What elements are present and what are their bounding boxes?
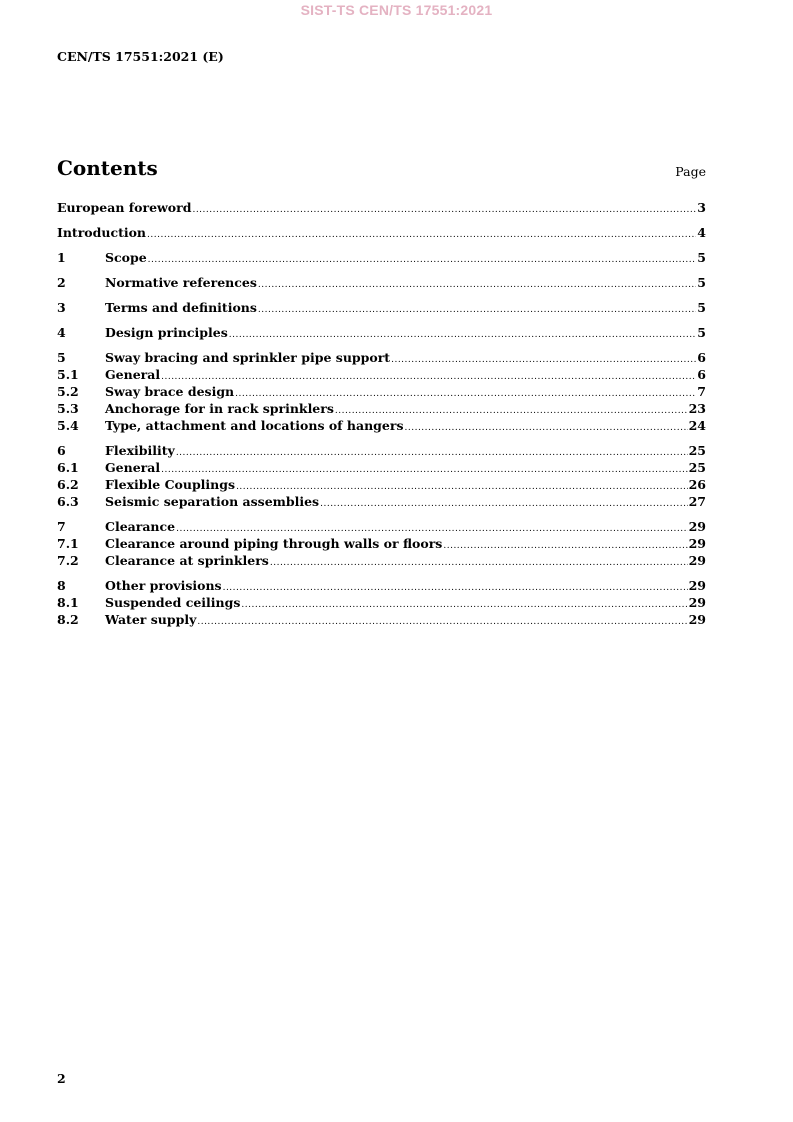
toc-entry[interactable] (57, 612, 706, 629)
toc-entry-title: Seismic separation assemblies (105, 494, 320, 509)
toc-entry[interactable] (57, 519, 706, 536)
toc-entry-page: 5 (697, 325, 706, 340)
toc-dot-leader (229, 330, 697, 340)
toc-entry-number: 5.3 (57, 401, 79, 416)
toc-dot-leader (236, 482, 688, 492)
toc-entry-title: Terms and definitions (105, 300, 257, 315)
toc-entry-title: Sway bracing and sprinkler pipe support (105, 350, 391, 365)
toc-entry-page: 5 (697, 275, 706, 290)
toc-entry[interactable] (57, 300, 706, 317)
toc-dot-leader (176, 524, 688, 534)
toc-entry-number: 8.2 (57, 612, 79, 627)
toc-entry-number: 5.2 (57, 384, 79, 399)
toc-dot-leader (258, 305, 696, 315)
toc-entry-title: Normative references (105, 275, 257, 290)
toc-entry-title: General (105, 460, 161, 475)
toc-entry-title: Other provisions (105, 578, 222, 593)
toc-entry-title: Design principles (105, 325, 228, 340)
toc-entry-page: 25 (688, 443, 706, 458)
contents-heading: Contents (57, 156, 158, 180)
toc-entry-number: 4 (57, 325, 66, 340)
toc-entry-title: Clearance (105, 519, 176, 534)
toc-entry-title: Flexible Couplings (105, 477, 236, 492)
toc-entry[interactable] (57, 494, 706, 511)
toc-entry-page: 29 (688, 612, 706, 627)
toc-dot-leader (443, 541, 687, 551)
toc-entry-title: Flexibility (105, 443, 175, 458)
toc-dot-leader (241, 600, 687, 610)
watermark: SIST-TS CEN/TS 17551:2021 (300, 2, 493, 18)
toc-entry[interactable] (57, 325, 706, 342)
toc-dot-leader (147, 230, 696, 240)
toc-dot-leader (391, 355, 696, 365)
toc-entry-number: 5.1 (57, 367, 79, 382)
toc-entry-page: 29 (688, 519, 706, 534)
toc-entry-title: Sway brace design (105, 384, 235, 399)
toc-entry-page: 27 (688, 494, 706, 509)
toc-entry[interactable] (57, 595, 706, 612)
toc-entry-title: Clearance around piping through walls or floors (105, 536, 443, 551)
toc-entry-number: 2 (57, 275, 66, 290)
toc-entry-title: Water supply (105, 612, 197, 627)
toc-entry[interactable] (57, 443, 706, 460)
toc-dot-leader (270, 558, 688, 568)
toc-entry-title: Anchorage for in rack sprinklers (105, 401, 334, 416)
toc-entry[interactable] (57, 460, 706, 477)
toc-dot-leader (235, 389, 696, 399)
toc-entry-title: European foreword (57, 200, 192, 215)
page-number: 2 (57, 1071, 66, 1086)
document-id: CEN/TS 17551:2021 (E) (57, 49, 224, 64)
toc-entry-number: 7 (57, 519, 66, 534)
toc-entry[interactable] (57, 401, 706, 418)
toc-entry-number: 5.4 (57, 418, 79, 433)
toc-entry-title: Scope (105, 250, 147, 265)
toc-dot-leader (176, 448, 688, 458)
toc-entry-number: 1 (57, 250, 66, 265)
toc-entry-number: 7.2 (57, 553, 79, 568)
toc-entry-title: Clearance at sprinklers (105, 553, 269, 568)
toc-entry-page: 7 (697, 384, 706, 399)
toc-entry-page: 4 (697, 225, 706, 240)
toc-entry-page: 29 (688, 553, 706, 568)
toc-entry[interactable] (57, 477, 706, 494)
toc-entry-page: 24 (688, 418, 706, 433)
toc-entry[interactable] (57, 536, 706, 553)
toc-dot-leader (197, 617, 687, 627)
toc-entry[interactable] (57, 418, 706, 435)
toc-entry-page: 29 (688, 578, 706, 593)
toc-entry[interactable] (57, 367, 706, 384)
toc-entry[interactable] (57, 250, 706, 267)
toc-entry-page: 23 (688, 401, 706, 416)
toc-entry[interactable] (57, 578, 706, 595)
toc-dot-leader (320, 499, 687, 509)
toc-dot-leader (223, 583, 688, 593)
toc-entry-number: 6 (57, 443, 66, 458)
toc-entry-page: 5 (697, 250, 706, 265)
toc-dot-leader (335, 406, 688, 416)
toc-entry-page: 25 (688, 460, 706, 475)
toc-entry-title: Suspended ceilings (105, 595, 241, 610)
toc-dot-leader (405, 423, 688, 433)
toc-entry-number: 6.3 (57, 494, 79, 509)
toc-entry[interactable] (57, 384, 706, 401)
toc-entry[interactable] (57, 553, 706, 570)
toc-entry[interactable] (57, 350, 706, 367)
toc-dot-leader (258, 280, 696, 290)
toc-entry-page: 5 (697, 300, 706, 315)
toc-entry-page: 6 (697, 367, 706, 382)
page-column-label: Page (675, 164, 706, 179)
toc-entry-number: 5 (57, 350, 66, 365)
toc-dot-leader (148, 255, 697, 265)
toc-entry-page: 29 (688, 536, 706, 551)
toc-entry-page: 29 (688, 595, 706, 610)
toc-entry-number: 6.1 (57, 460, 79, 475)
toc-entry-title: General (105, 367, 161, 382)
toc-entry[interactable] (57, 200, 706, 217)
toc-entry-page: 3 (697, 200, 706, 215)
toc-entry-number: 8 (57, 578, 66, 593)
toc-entry[interactable] (57, 275, 706, 292)
toc-entry[interactable] (57, 225, 706, 242)
toc-entry-title: Introduction (57, 225, 147, 240)
toc-dot-leader (161, 465, 687, 475)
toc-entry-number: 7.1 (57, 536, 79, 551)
toc-dot-leader (192, 205, 696, 215)
toc-entry-page: 26 (688, 477, 706, 492)
toc-entry-page: 6 (697, 350, 706, 365)
table-of-contents (57, 200, 706, 629)
toc-entry-number: 3 (57, 300, 66, 315)
toc-dot-leader (161, 372, 696, 382)
toc-entry-title: Type, attachment and locations of hangers (105, 418, 404, 433)
toc-entry-number: 6.2 (57, 477, 79, 492)
toc-entry-number: 8.1 (57, 595, 79, 610)
